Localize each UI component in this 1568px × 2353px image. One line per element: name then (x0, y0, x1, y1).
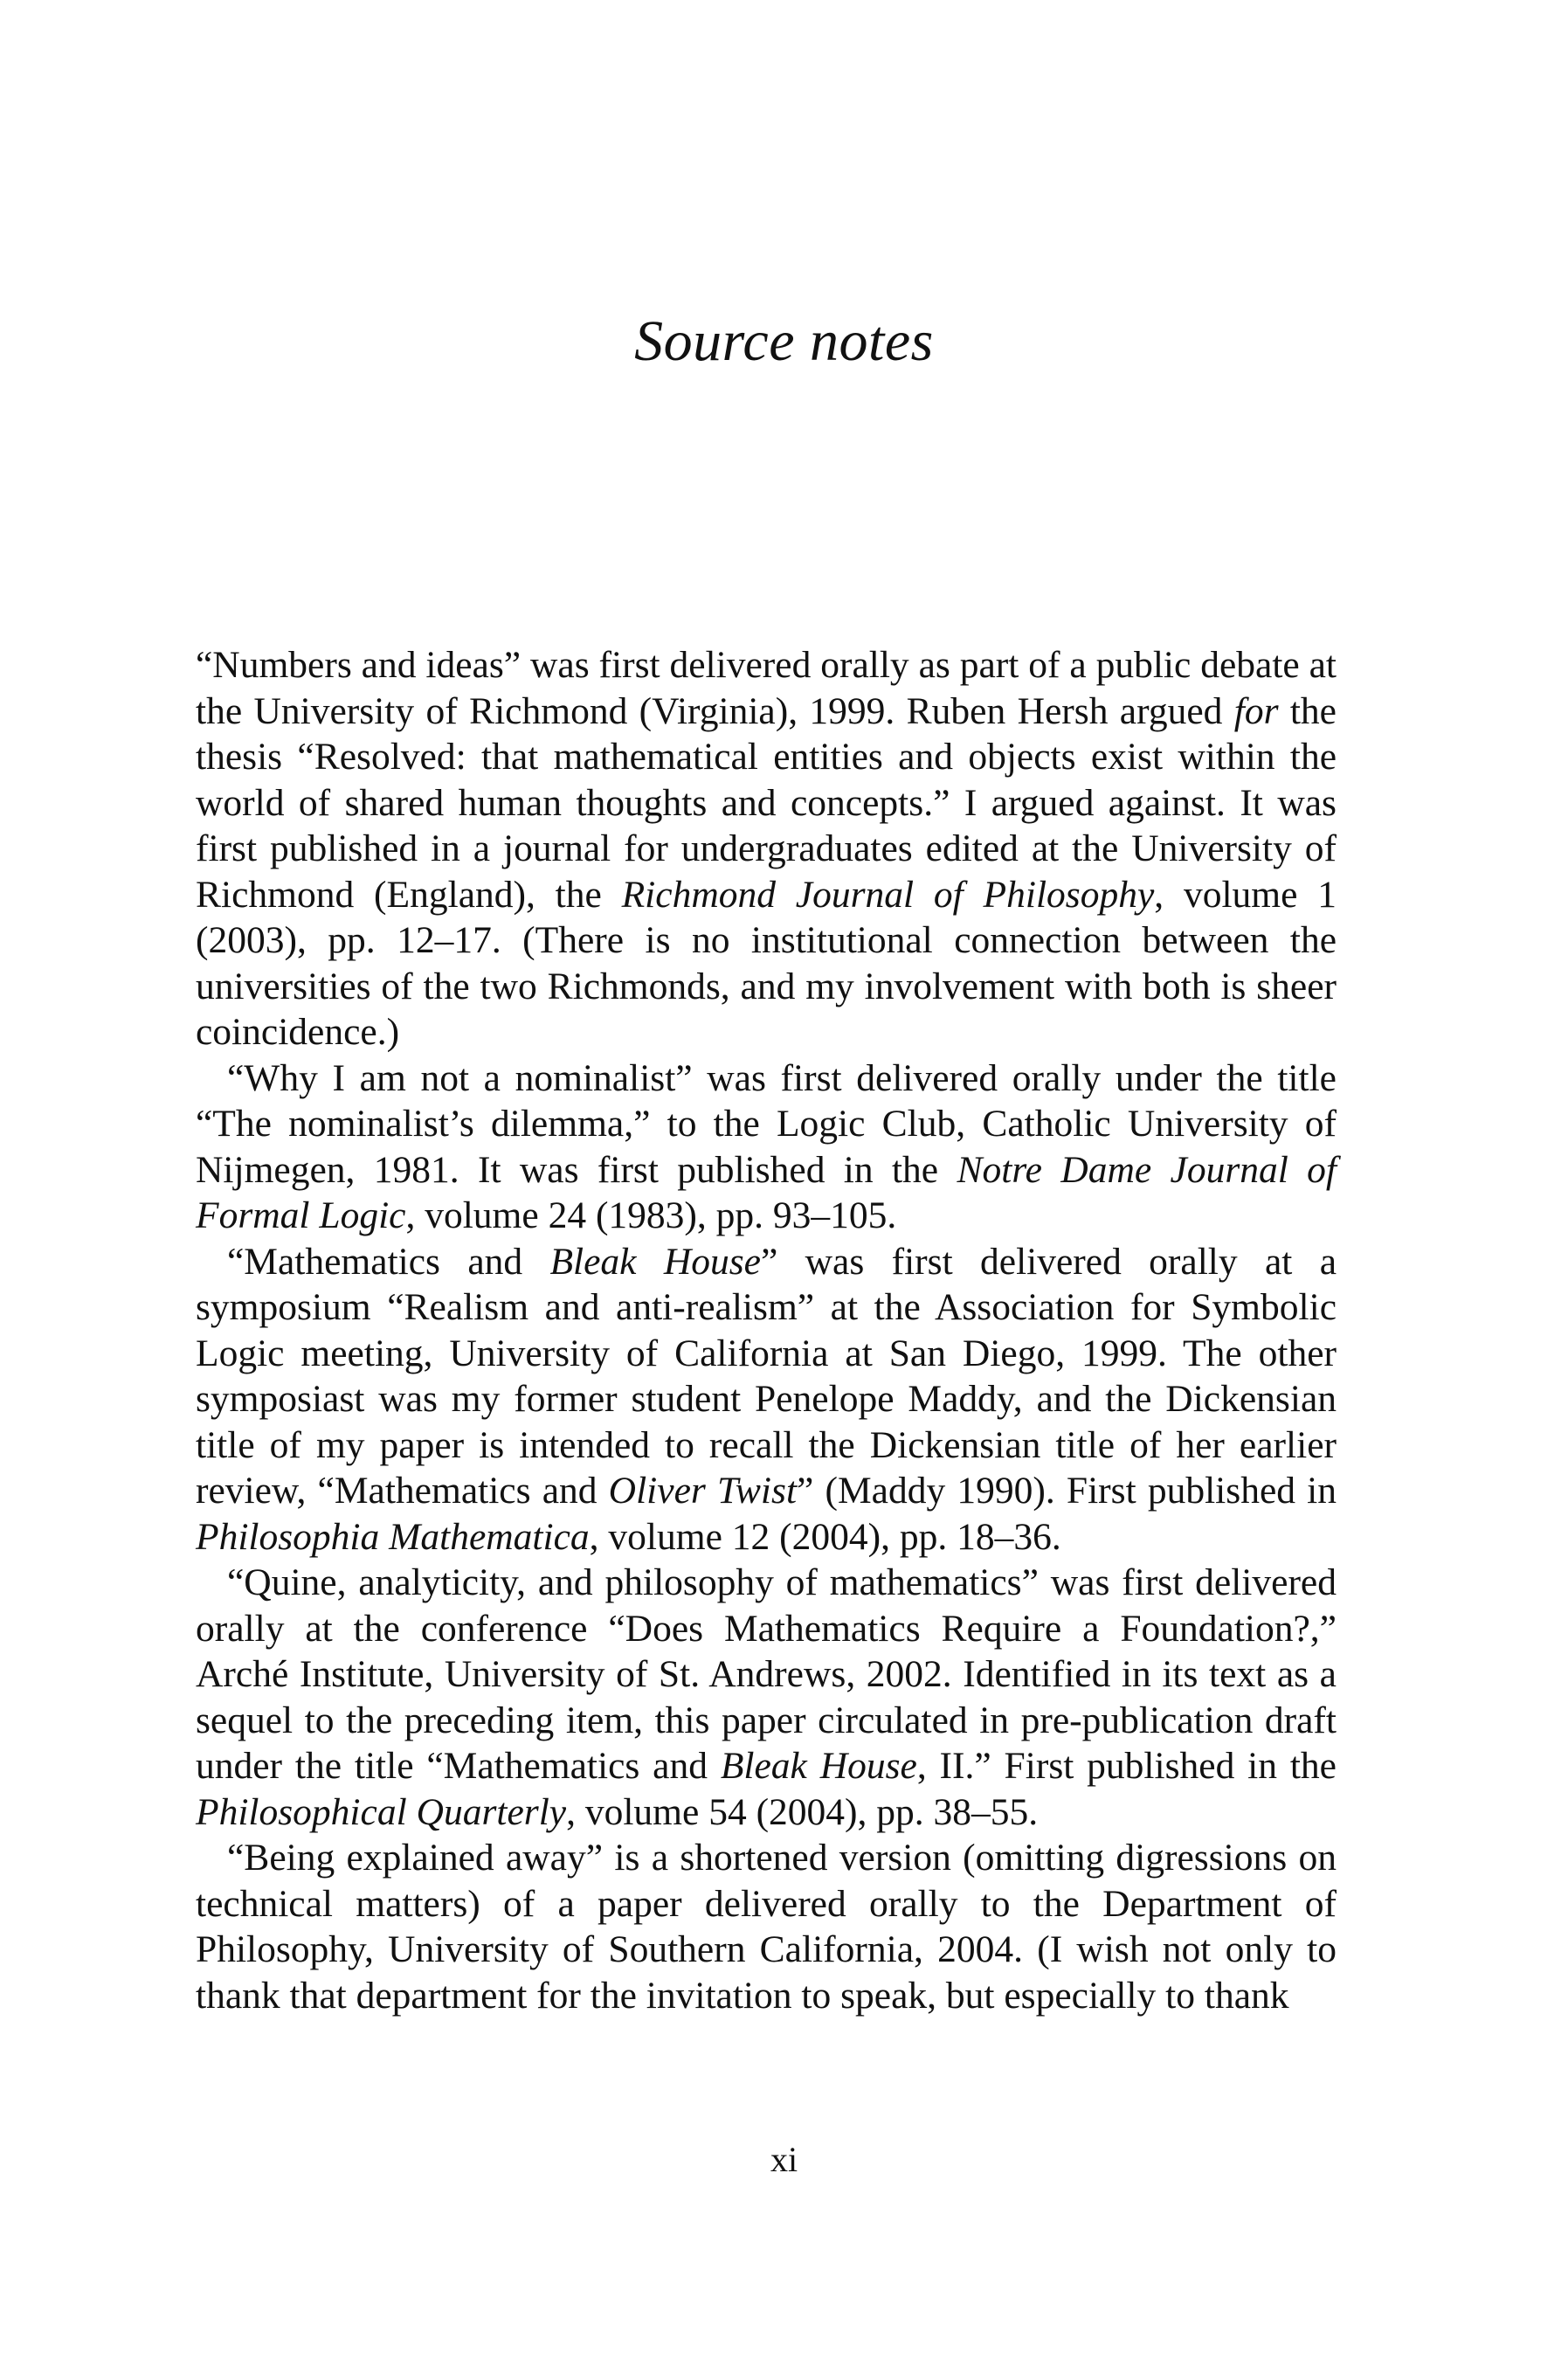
page-number: xi (770, 2140, 798, 2179)
text-run: the thesis “Resolved: that mathematical entities and objects exist within the world of shared human thoughts and concepts.” I argued against. It was first published in a journal for undergraduates edited at the University of Richmond (England), the (196, 689, 1337, 916)
italic-title-run: Richmond Journal of Philosophy (621, 873, 1155, 916)
italic-title-run: Philosophical Quarterly (196, 1790, 567, 1833)
italic-title-run: Bleak House (549, 1240, 761, 1283)
italic-title-run: Notre Dame Journal of Formal Logic (196, 1148, 1337, 1236)
note-paragraph (196, 1560, 1337, 1835)
text-run: “Mathematics and (227, 1240, 550, 1283)
source-notes-body (196, 642, 1337, 2018)
italic-title-run: Bleak House (720, 1745, 917, 1787)
italic-title-run: Philosophia Mathematica (196, 1515, 590, 1558)
text-run: ” was first delivered orally at a symposium “Realism and anti-realism” at the Association for Symbolic Logic meeting, University of California at San Diego, 1999. The other symposiast was my former student Penelope Maddy, and the Dickensian title of my paper is intended to recall the Dickensian title of her earlier review, “Mathematics and (196, 1240, 1337, 1512)
page-title: Source notes (634, 309, 934, 373)
text-run: “Being explained away” is a shortened version (omitting digressions on technical matters) of a paper delivered orally to the Department of Philosophy, University of Southern California, 2004. (I wish not only to thank that department for the invitation to speak, but especially to thank (196, 1837, 1337, 2017)
text-run: , II.” First published in the (916, 1745, 1337, 1787)
note-paragraph (196, 1239, 1337, 1561)
text-run: ” (Maddy 1990). First published in (797, 1470, 1337, 1512)
text-run: , volume 12 (2004), pp. 18–36. (589, 1515, 1061, 1558)
text-run: “Why I am not a nominalist” was first delivered orally under the title “The nominalist’s dilemma,” to the Logic Club, Catholic University of Nijmegen, 1981. It was first published in the (196, 1056, 1337, 1191)
text-run: “Numbers and ideas” was first delivered orally as part of a public debate at the University of Richmond (Virginia), 1999. Ruben Hersh argued (196, 644, 1337, 732)
note-paragraph (196, 642, 1337, 1055)
note-paragraph (196, 1835, 1337, 2018)
italic-title-run: for (1233, 689, 1279, 732)
text-run: , volume 1 (2003), pp. 12–17. (There is no institutional connection between the universities of the two Richmonds, and my involvement with both is sheer coincidence.) (196, 873, 1337, 1053)
italic-title-run: Oliver Twist (608, 1470, 798, 1512)
text-run: “Quine, analyticity, and philosophy of mathematics” was first delivered orally at the conference “Does Mathematics Require a Foundation?,” Arché Institute, University of St. Andrews, 2002. Identified in its text as a sequel to the preceding item, this paper circulated in pre-publication draft under the title “Mathematics and (196, 1561, 1337, 1787)
text-run: , volume 24 (1983), pp. 93–105. (405, 1194, 897, 1236)
note-paragraph (196, 1055, 1337, 1239)
text-run: , volume 54 (2004), pp. 38–55. (566, 1790, 1039, 1833)
